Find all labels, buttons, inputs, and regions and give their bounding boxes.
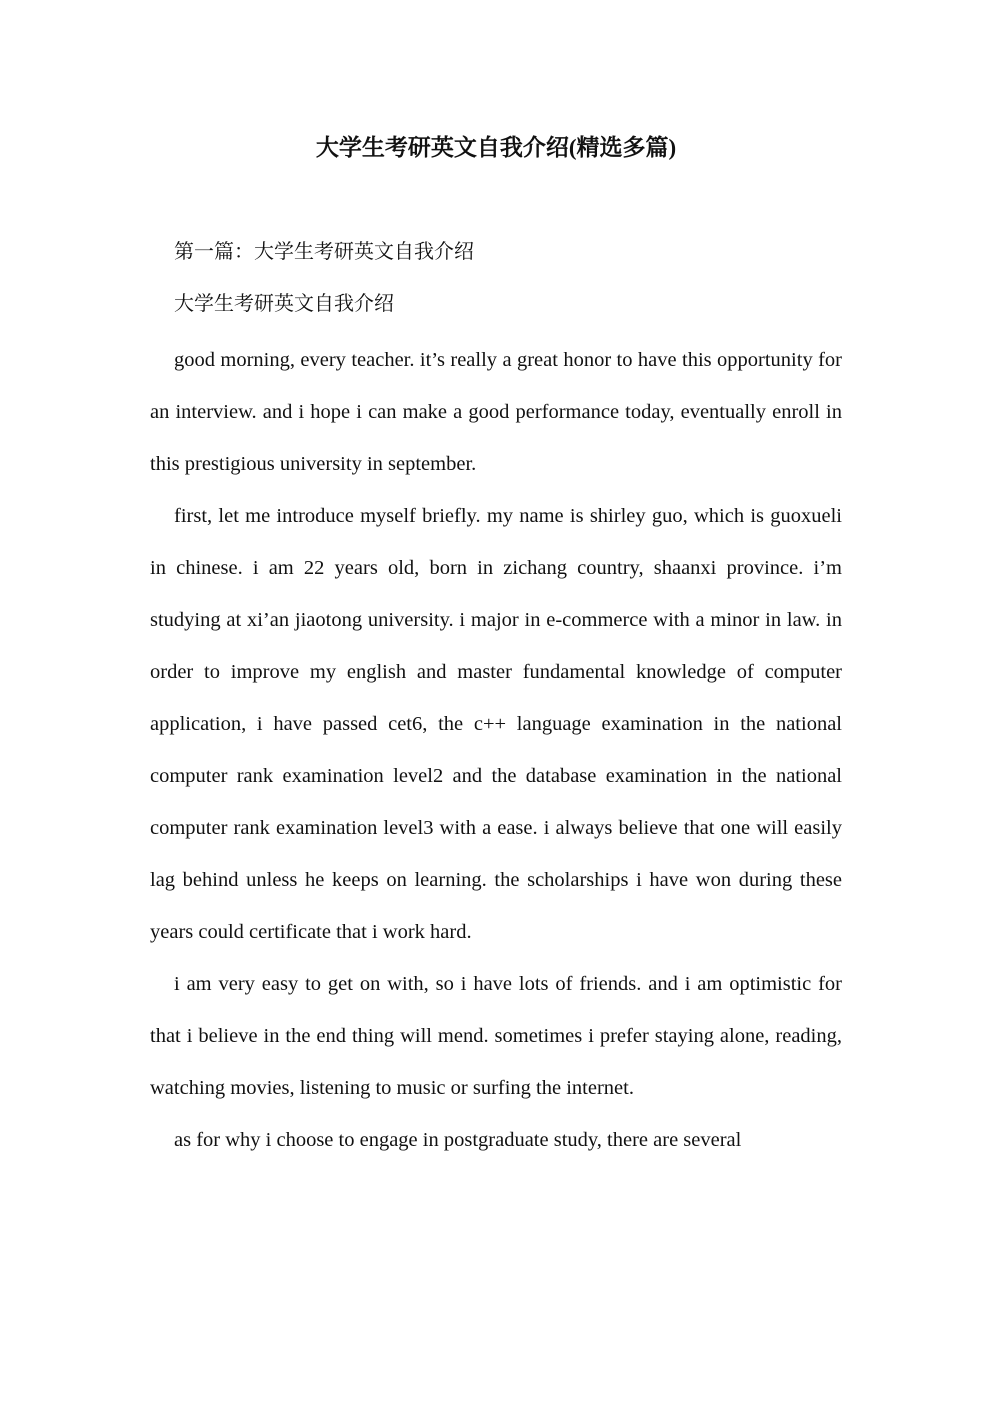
document-title: 大学生考研英文自我介绍(精选多篇) (315, 135, 677, 160)
paragraph-motivation: as for why i choose to engage in postgraduate study, there are several (174, 1129, 742, 1151)
section-heading: 第一篇：大学生考研英文自我介绍 (174, 241, 474, 263)
paragraph-personality: i am very easy to get on with, so i have lots of friends. and i am optimistic for that i believe in the end thing will mend. sometimes i prefer staying alone, reading, watching movies, listening to music or surfing the internet. (150, 973, 842, 1099)
document-body (150, 334, 842, 1166)
paragraph-introduction: first, let me introduce myself briefly. my name is shirley guo, which is guoxueli in chinese. i am 22 years old, born in zichang country, shaanxi province. i’m studying at xi’an jiaotong university. i major in e-commerce with a minor in law. in order to improve my english and master fundamental knowledge of computer application, i have passed cet6, the c++ language examination in the national computer rank examination level2 and the database examination in the national computer rank examination level3 with a ease. i always believe that one will easily lag behind unless he keeps on learning. the scholarships i have won during these years could certificate that i work hard. (150, 505, 842, 943)
section-subheading: 大学生考研英文自我介绍 (174, 293, 394, 315)
paragraph-greeting: good morning, every teacher. it’s really a great honor to have this opportunity for an interview. and i hope i can make a good performance today, eventually enroll in this prestigious university in september. (150, 349, 842, 475)
